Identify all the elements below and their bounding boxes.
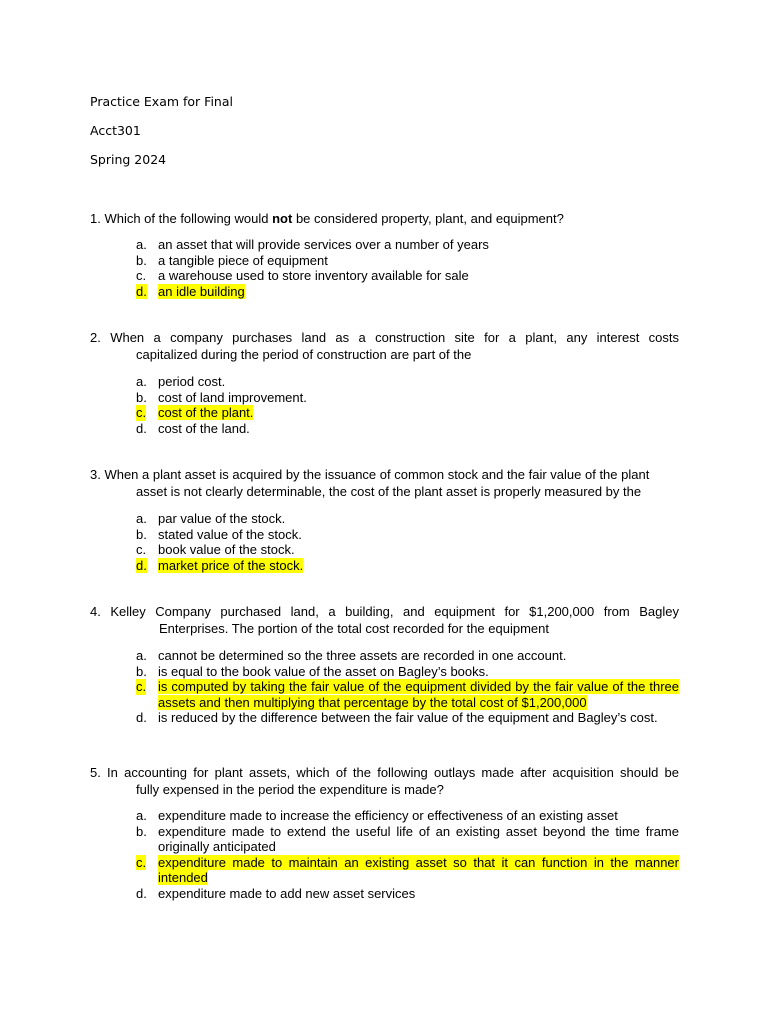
question-5-options xyxy=(136,808,679,901)
question-3-option-b xyxy=(136,527,679,543)
option-letter: a. xyxy=(136,511,147,526)
option-text: cost of land improvement. xyxy=(158,389,307,405)
question-5-option-d xyxy=(136,886,679,902)
option-letter: d. xyxy=(136,283,147,299)
question-1-option-b xyxy=(136,253,679,269)
option-text: expenditure made to add new asset services xyxy=(158,885,416,901)
option-letter: c. xyxy=(136,268,147,283)
question-4-option-a xyxy=(136,648,679,664)
question-3-option-a xyxy=(136,511,679,527)
option-letter: b. xyxy=(136,526,147,542)
question-3-line-1: 3. When a plant asset is acquired by the issuance of common stock and the fair value of the plant xyxy=(90,467,650,482)
highlighted-answer: expenditure made to maintain an existing asset so that it can function in the manner intended xyxy=(158,854,679,885)
option-text: cost of the land. xyxy=(158,420,250,436)
option-letter: a. xyxy=(136,374,147,389)
option-letter: a. xyxy=(136,648,147,663)
question-1-option-a xyxy=(136,237,679,253)
question-5-line-2: fully expensed in the period the expenditure is made? xyxy=(136,782,444,797)
question-5-stem xyxy=(90,764,679,798)
question-1-text-after: be considered property, plant, and equipment? xyxy=(292,211,564,226)
option-text: par value of the stock. xyxy=(158,511,286,526)
question-1-emphasis: not xyxy=(272,211,293,226)
question-4-option-b xyxy=(136,664,679,680)
question-5-option-b xyxy=(136,824,679,855)
option-letter: a. xyxy=(136,808,147,823)
question-2-line-1: 2. When a company purchases land as a construction site for a plant, any interest costs xyxy=(90,330,679,345)
question-2-option-c-highlighted xyxy=(136,405,679,421)
question-1-option-d-highlighted xyxy=(136,284,679,300)
option-text: cannot be determined so the three assets are recorded in one account. xyxy=(158,648,567,663)
option-text: stated value of the stock. xyxy=(158,526,302,542)
option-text: is equal to the book value of the asset on Bagley’s books. xyxy=(158,663,489,679)
option-text: an asset that will provide services over a number of years xyxy=(158,237,489,252)
question-4-options xyxy=(136,648,679,726)
option-text: is reduced by the difference between the fair value of the equipment and Bagley’s cost. xyxy=(158,710,658,725)
exam-term: Spring 2024 xyxy=(90,152,167,167)
option-letter: c. xyxy=(136,405,147,420)
question-2-option-d xyxy=(136,421,679,437)
question-1-text-before: 1. Which of the following would xyxy=(90,211,273,226)
option-letter: a. xyxy=(136,237,147,252)
option-letter: b. xyxy=(136,389,147,405)
option-letter: d. xyxy=(136,885,147,901)
question-3-stem xyxy=(90,466,679,500)
question-4-line-1: 4. Kelley Company purchased land, a building, and equipment for $1,200,000 from Bagley xyxy=(90,604,679,619)
highlighted-answer: an idle building xyxy=(158,283,245,299)
question-2-option-b xyxy=(136,390,679,406)
question-5-option-a xyxy=(136,808,679,824)
question-5-option-c-highlighted xyxy=(136,855,679,886)
option-text: a tangible piece of equipment xyxy=(158,252,328,268)
question-2-options xyxy=(136,374,679,436)
question-1-options xyxy=(136,237,679,299)
option-text: a warehouse used to store inventory available for sale xyxy=(158,268,469,283)
question-4-option-d xyxy=(136,710,679,726)
question-1-option-c xyxy=(136,268,679,284)
option-letter: d. xyxy=(136,710,147,725)
highlighted-answer: is computed by taking the fair value of the equipment divided by the fair value of the three assets and then multiplying that percentage by the total cost of $1,200,000 xyxy=(158,679,679,710)
question-1-stem xyxy=(90,210,679,227)
question-4-option-c-highlighted xyxy=(136,679,679,710)
question-3-option-c xyxy=(136,542,679,558)
option-text: book value of the stock. xyxy=(158,542,295,557)
question-4-stem xyxy=(90,603,679,637)
exam-title: Practice Exam for Final xyxy=(90,94,233,109)
option-letter: c. xyxy=(136,542,147,557)
option-text: period cost. xyxy=(158,374,226,389)
option-text: expenditure made to extend the useful life of an existing asset beyond the time frame originally anticipated xyxy=(158,823,679,854)
option-letter: b. xyxy=(136,663,147,679)
option-letter: b. xyxy=(136,823,147,839)
question-5-line-1: 5. In accounting for plant assets, which of the following outlays made after acquisition should be xyxy=(90,765,679,780)
question-3-options xyxy=(136,511,679,573)
question-2-stem xyxy=(90,329,679,363)
option-letter: c. xyxy=(136,854,147,870)
highlighted-answer: market price of the stock. xyxy=(158,557,304,573)
question-2-line-2: capitalized during the period of construction are part of the xyxy=(136,347,472,362)
option-text: expenditure made to increase the efficiency or effectiveness of an existing asset xyxy=(158,808,618,823)
question-2-option-a xyxy=(136,374,679,390)
option-letter: c. xyxy=(136,679,147,694)
question-3-option-d-highlighted xyxy=(136,558,679,574)
option-letter: d. xyxy=(136,420,147,436)
highlighted-answer: cost of the plant. xyxy=(158,405,254,420)
option-letter: b. xyxy=(136,252,147,268)
course-code: Acct301 xyxy=(90,123,141,138)
question-4-line-2: Enterprises. The portion of the total cost recorded for the equipment xyxy=(159,621,549,636)
question-3-line-2: asset is not clearly determinable, the cost of the plant asset is properly measured by the xyxy=(136,484,642,499)
option-letter: d. xyxy=(136,557,147,573)
